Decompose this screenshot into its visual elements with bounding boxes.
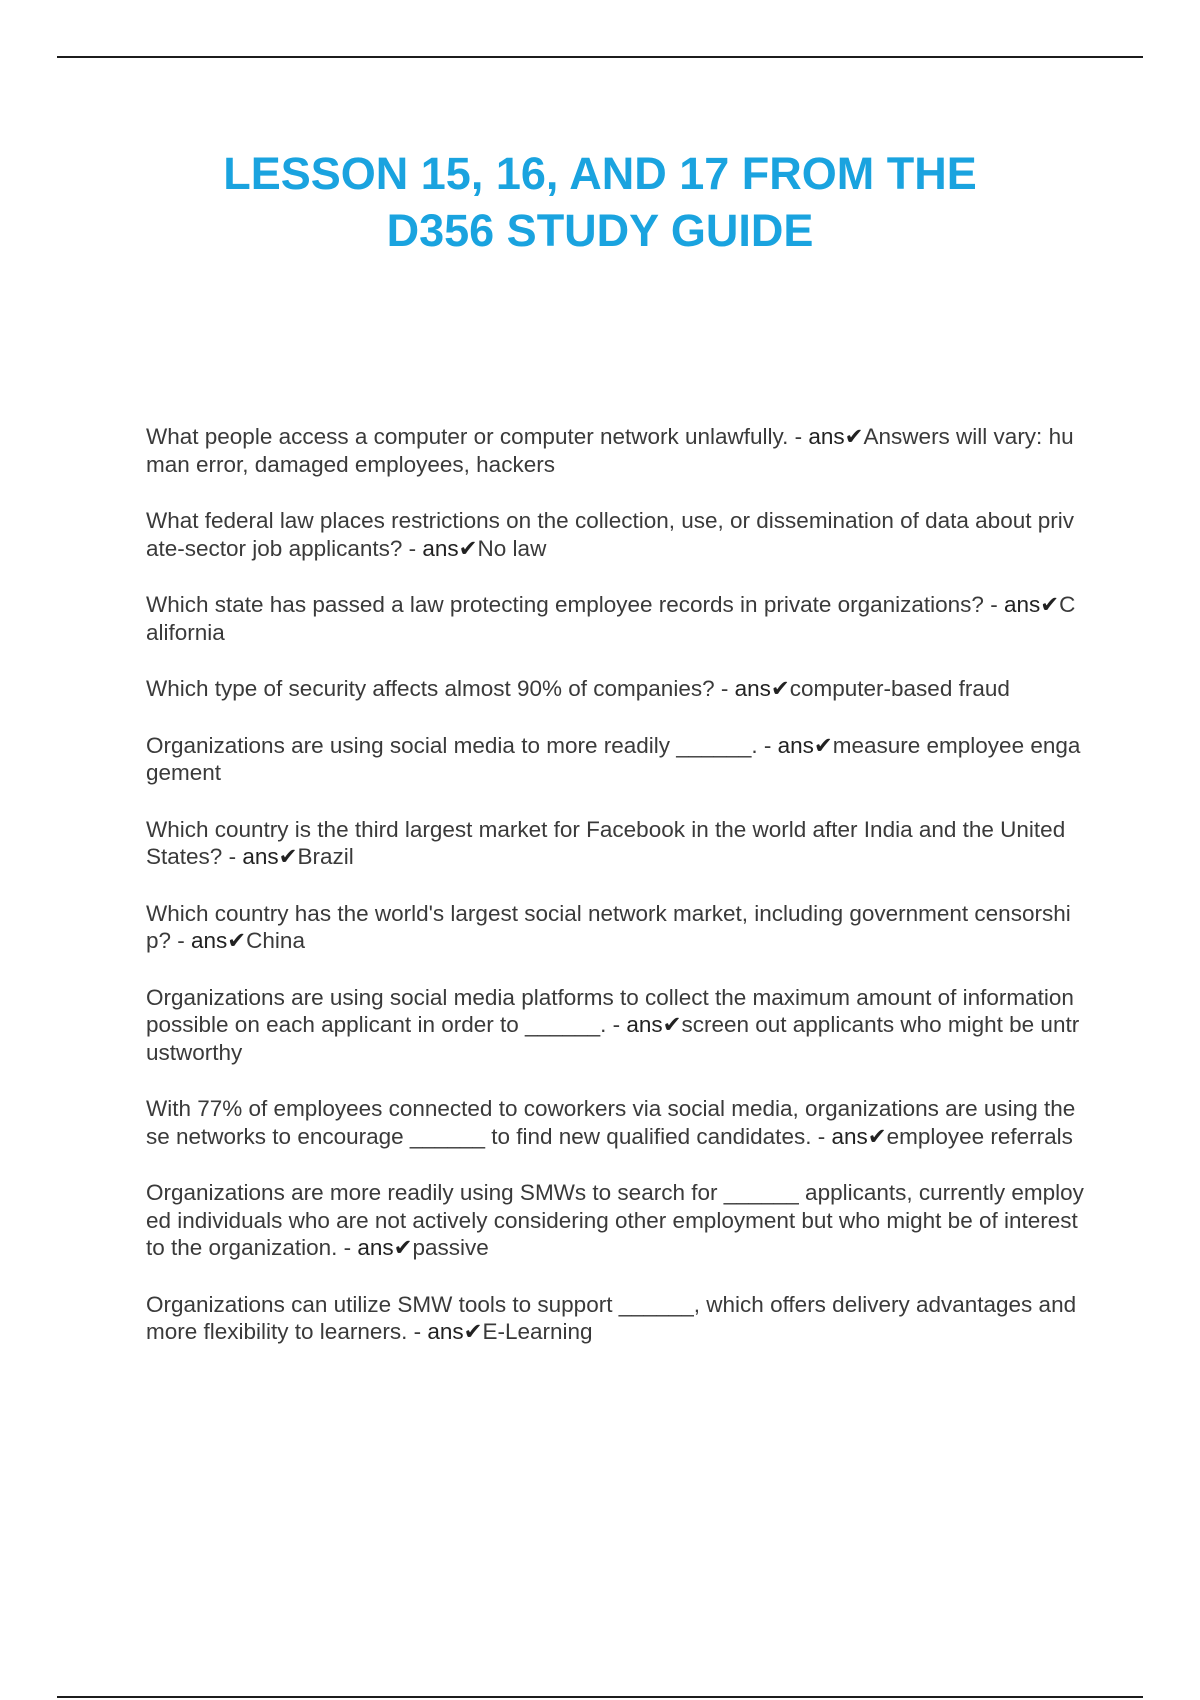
qa-item: Organizations can utilize SMW tools to support ______, which offers delivery advantages and more flexibility to learners. - ans✔E-Learning: [146, 1291, 1077, 1344]
answer-text: measure employee engagement: [146, 732, 1081, 785]
document-title: [100, 145, 1100, 259]
answer-marker: ans✔: [831, 1123, 887, 1149]
title-line-1: LESSON 15, 16, AND 17 FROM THE: [223, 148, 977, 199]
answer-marker: ans✔: [191, 928, 247, 953]
question-text: Which country is the third largest market for Facebook in the world after India and the United States?: [146, 816, 1066, 869]
answer-text: employee referrals: [886, 1123, 1073, 1149]
answer-marker: ans✔: [1003, 592, 1060, 617]
qa-item: Organizations are more readily using SMWs to search for ______ applicants, currently employed individuals who are not actively considering other employment but who might be of interest to the organization. - ans✔passive: [146, 1180, 1084, 1260]
answer-marker: ans✔: [626, 1012, 682, 1037]
question-text: What federal law places restrictions on the collection, use, or dissemination of data about private-sector job applicants?: [146, 508, 1074, 561]
answer-marker: ans✔: [808, 424, 864, 449]
answer-text: China: [246, 928, 305, 953]
qa-item: Which state has passed a law protecting employee records in private organizations? - ans✔California: [146, 592, 1076, 645]
answer-text: screen out applicants who might be untrustworthy: [146, 1012, 1080, 1065]
qa-item: Organizations are using social media platforms to collect the maximum amount of information possible on each applicant in order to ______. - ans✔screen out applicants who might be untrustworthy: [146, 984, 1080, 1065]
answer-text: California: [146, 592, 1076, 645]
answer-text: E-Learning: [482, 1319, 593, 1344]
answer-text: No law: [477, 535, 547, 561]
answer-marker: ans✔: [357, 1235, 413, 1260]
header-rule: [57, 56, 1143, 58]
qa-item: Which country has the world's largest social network market, including government censorship? - ans✔China: [146, 900, 1071, 953]
answer-text: Answers will vary: human error, damaged employees, hackers: [146, 424, 1074, 477]
qa-item: What federal law places restrictions on the collection, use, or dissemination of data about private-sector job applicants? - ans✔No law: [146, 508, 1074, 561]
question-text: What people access a computer or computer network unlawfully.: [146, 424, 789, 449]
footer-rule: [57, 1696, 1143, 1698]
question-text: Which country has the world's largest social network market, including government censorship?: [146, 900, 1071, 953]
question-text: Which state has passed a law protecting employee records in private organizations?: [146, 592, 984, 617]
answer-marker: ans✔: [242, 844, 298, 869]
question-text: Organizations are using social media platforms to collect the maximum amount of information possible on each applicant in order to ______.: [146, 984, 1074, 1037]
answer-marker: ans✔: [777, 732, 833, 758]
qa-list: [146, 423, 1086, 1375]
answer-text: Brazil: [297, 844, 354, 869]
answer-text: passive: [412, 1235, 489, 1260]
question-text: Organizations are more readily using SMWs to search for ______ applicants, currently employed individuals who are not actively considering other employment but who might be of interest to the organization.: [146, 1180, 1084, 1260]
answer-marker: ans✔: [427, 1319, 483, 1344]
question-text: Organizations can utilize SMW tools to support ______, which offers delivery advantages and more flexibility to learners.: [146, 1291, 1077, 1344]
answer-text: computer-based fraud: [789, 676, 1010, 701]
title-line-2: D356 STUDY GUIDE: [386, 205, 814, 256]
question-text: Which type of security affects almost 90% of companies?: [146, 676, 715, 701]
answer-marker: ans✔: [422, 535, 478, 561]
answer-marker: ans✔: [734, 676, 790, 701]
qa-item: What people access a computer or computer network unlawfully. - ans✔Answers will vary: human error, damaged employees, hackers: [146, 424, 1074, 477]
question-text: With 77% of employees connected to coworkers via social media, organizations are using these networks to encourage ______ to find new qualified candidates.: [146, 1096, 1076, 1149]
qa-item: Which type of security affects almost 90% of companies? - ans✔computer-based fraud: [146, 676, 1010, 701]
question-text: Organizations are using social media to more readily ______.: [146, 732, 758, 758]
qa-item: Which country is the third largest market for Facebook in the world after India and the United States? - ans✔Brazil: [146, 816, 1066, 869]
qa-item: Organizations are using social media to more readily ______. - ans✔measure employee engagement: [146, 732, 1081, 785]
qa-item: With 77% of employees connected to coworkers via social media, organizations are using these networks to encourage ______ to find new qualified candidates. - ans✔employee referrals: [146, 1096, 1076, 1149]
